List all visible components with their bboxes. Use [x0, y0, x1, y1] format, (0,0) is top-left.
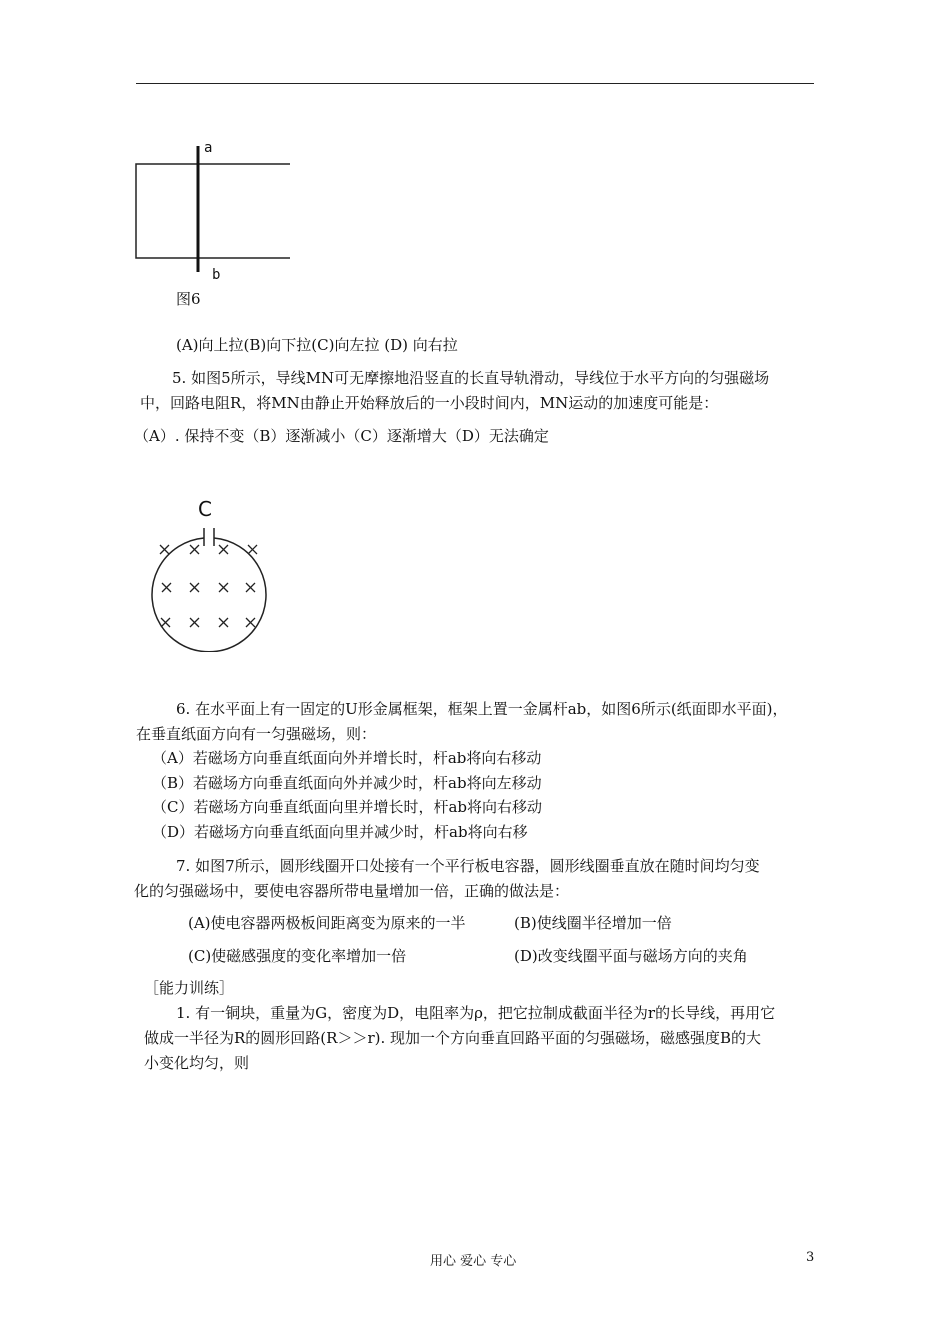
- t1-line2: 做成一半径为R的圆形回路(R＞＞r). 现加一个方向垂直回路平面的匀强磁场，磁感强度B的大: [144, 1029, 762, 1047]
- figure-6-u-frame: [130, 140, 300, 285]
- capacitor-label: C: [198, 497, 212, 521]
- q5-options: （A）. 保持不变（B）逐渐减小（C）逐渐增大（D）无法确定: [134, 427, 549, 445]
- q6-option-d: （D）若磁场方向垂直纸面向里并减少时，杆ab将向右移: [152, 823, 528, 841]
- label-a: a: [204, 140, 213, 156]
- q5-line2: 中，回路电阻R，将MN由静止开始释放后的一小段时间内，MN运动的加速度可能是：: [140, 394, 719, 412]
- coil-circle: [152, 538, 266, 652]
- figure-7-coil-capacitor: [140, 492, 280, 652]
- q4-options: (A)向上拉(B)向下拉(C)向左拉 (D) 向右拉: [176, 336, 458, 354]
- t1-line1: 1. 有一铜块，重量为G，密度为D，电阻率为ρ，把它拉制成截面半径为r的长导线，再用它: [176, 1004, 776, 1022]
- q6-option-c: （C）若磁场方向垂直纸面向里并增长时，杆ab将向右移动: [152, 798, 543, 816]
- q6-option-a: （A）若磁场方向垂直纸面向外并增长时，杆ab将向右移动: [152, 749, 542, 767]
- t1-line3: 小变化均匀，则: [144, 1054, 250, 1072]
- q7-option-c: (C)使磁感强度的变化率增加一倍: [188, 947, 407, 965]
- u-frame: [136, 164, 290, 258]
- q6-option-b: （B）若磁场方向垂直纸面向外并减少时，杆ab将向左移动: [152, 774, 542, 792]
- q6-line2: 在垂直纸面方向有一匀强磁场，则：: [136, 725, 377, 743]
- figure-6-caption: 图6: [176, 290, 201, 308]
- q6-line1: 6. 在水平面上有一固定的U形金属框架，框架上置一金属杆ab，如图6所示(纸面即水平面)，: [176, 700, 788, 718]
- section-heading: ［能力训练］: [144, 979, 235, 997]
- field-cross-marks: [160, 545, 257, 627]
- q7-line1: 7. 如图7所示，圆形线圈开口处接有一个平行板电容器，圆形线圈垂直放在随时间均匀变: [176, 857, 760, 875]
- q7-line2: 化的匀强磁场中，要使电容器所带电量增加一倍，正确的做法是：: [134, 882, 570, 900]
- q7-option-a: (A)使电容器两极板间距离变为原来的一半: [188, 914, 466, 932]
- header-rule: [136, 83, 814, 84]
- q7-option-d: (D)改变线圈平面与磁场方向的夹角: [514, 947, 748, 965]
- label-b: b: [212, 267, 221, 283]
- footer-center-text: 用心 爱心 专心: [430, 1254, 517, 1269]
- q7-option-b: (B)使线圈半径增加一倍: [514, 914, 672, 932]
- page-number: 3: [806, 1250, 815, 1265]
- q5-line1: 5. 如图5所示，导线MN可无摩擦地沿竖直的长直导轨滑动，导线位于水平方向的匀强磁场: [172, 369, 770, 387]
